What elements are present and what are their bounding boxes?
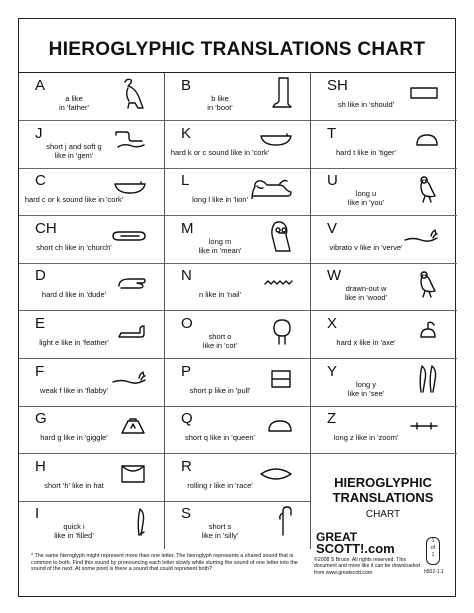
letter-label: M bbox=[181, 219, 194, 237]
pronunciation-text: long y like in 'see' bbox=[347, 379, 385, 398]
lasso-icon bbox=[271, 316, 293, 346]
letter-label: O bbox=[181, 315, 193, 332]
pronunciation-text: long z like in 'zoom' bbox=[333, 433, 399, 443]
vulture-icon bbox=[119, 76, 147, 110]
pronunciation-text: a like in 'father' bbox=[59, 94, 89, 112]
letter-label: K bbox=[181, 124, 192, 142]
letter-cell-t bbox=[311, 121, 457, 169]
quail-chick-icon bbox=[415, 172, 439, 204]
letter-label: L bbox=[181, 172, 190, 190]
page-cartouche: 1 of 1 bbox=[426, 537, 440, 565]
pronunciation-text: short q like in 'queen' bbox=[185, 433, 255, 443]
letter-cell-h bbox=[19, 454, 164, 502]
arm-icon bbox=[117, 323, 147, 339]
letter-label: V bbox=[327, 219, 338, 237]
column-2 bbox=[164, 73, 310, 549]
letter-cell-o bbox=[165, 311, 310, 359]
pronunciation-text: vibrato v like in 'verve' bbox=[329, 242, 403, 252]
letter-cell-sh bbox=[311, 73, 457, 121]
pronunciation-text: n like in 'nail' bbox=[198, 290, 242, 300]
quail-chick-icon bbox=[415, 267, 439, 299]
bread-icon bbox=[415, 133, 439, 147]
letter-cell-g bbox=[19, 406, 164, 454]
double-reed-icon bbox=[415, 362, 439, 394]
greatscott-logo bbox=[316, 531, 395, 555]
letter-cell-l bbox=[165, 168, 310, 216]
letter-cell-j bbox=[19, 121, 164, 169]
chart-sheet bbox=[18, 18, 456, 597]
letter-label: P bbox=[181, 362, 192, 380]
tether-icon bbox=[111, 230, 147, 242]
column-1 bbox=[19, 73, 164, 549]
letter-label: Z bbox=[327, 410, 337, 428]
pronunciation-text: short 'h' like in hat bbox=[44, 480, 104, 490]
cobra-icon bbox=[113, 129, 147, 151]
letter-label: SH bbox=[327, 77, 348, 94]
pronunciation-text: drawn-out w like in 'wood' bbox=[344, 284, 388, 303]
letter-label: G bbox=[35, 410, 47, 428]
basket-cloth-icon bbox=[417, 319, 439, 343]
letter-cell-y bbox=[311, 359, 457, 407]
letter-label: W bbox=[327, 267, 342, 285]
letter-cell-i bbox=[19, 501, 164, 549]
pronunciation-text: hard d like in 'dude' bbox=[41, 290, 107, 300]
letter-cell-z bbox=[311, 406, 457, 454]
chart-title-line-2: TRANSLATIONS bbox=[332, 490, 434, 505]
letter-label: T bbox=[327, 124, 337, 142]
pronunciation-text: weak f like in 'flabby' bbox=[40, 385, 108, 395]
letter-label: I bbox=[35, 505, 40, 523]
document-code: h502-1.1 bbox=[424, 569, 444, 575]
horned-viper-icon bbox=[111, 370, 147, 386]
pronunciation-text: hard c or k sound like in 'cork' bbox=[24, 195, 124, 205]
letter-label: F bbox=[35, 362, 45, 380]
letter-cell-p bbox=[165, 359, 310, 407]
pronunciation-text: hard t like in 'tiger' bbox=[336, 147, 396, 157]
letter-cell-x bbox=[311, 311, 457, 359]
pronunciation-text: short o like in 'cot' bbox=[202, 332, 238, 350]
pronunciation-text: short j and soft g like in 'gem' bbox=[46, 141, 102, 160]
page-title: HIEROGLYPHIC TRANSLATIONS CHART bbox=[48, 39, 426, 60]
reed-icon bbox=[133, 505, 147, 537]
letter-label: Q bbox=[181, 410, 193, 428]
hill-icon bbox=[267, 419, 293, 433]
basket-icon bbox=[113, 181, 147, 195]
chart-block-title bbox=[310, 475, 456, 505]
copyright-text: ©2008 S Bruce. All rights reserved. This document and more like it can be downloaded from www.greatscott.com bbox=[314, 557, 420, 576]
letter-label: J bbox=[35, 124, 43, 142]
pronunciation-text: long l like in 'lion' bbox=[192, 195, 248, 205]
letter-cell-n bbox=[165, 263, 310, 311]
water-icon bbox=[263, 278, 293, 288]
shelter-icon bbox=[119, 463, 147, 485]
pronunciation-text: short ch like in 'church' bbox=[36, 242, 112, 252]
logo-line-1: GREAT bbox=[316, 530, 358, 544]
letter-cell-a bbox=[19, 73, 164, 121]
pronunciation-text: sh like in 'should' bbox=[337, 100, 395, 109]
jar-stand-icon bbox=[119, 417, 147, 435]
letter-label: S bbox=[181, 505, 192, 523]
letter-label: N bbox=[181, 267, 192, 285]
letter-label: E bbox=[35, 315, 46, 332]
pool-icon bbox=[409, 85, 439, 101]
footnote: * The same hieroglyph might represent more than one letter. The hieroglyph represents a shared sound that is common to both. Find this sound by pronouncing each letter slowly while slurring the sound of one letter into the sound of the next. At some point is there a sound that could represent both? bbox=[31, 553, 298, 573]
letter-cell-b bbox=[165, 73, 310, 121]
pronunciation-text: hard g like in 'giggle' bbox=[40, 433, 108, 443]
chart-title-line-1: HIEROGLYPHIC bbox=[334, 475, 432, 490]
leg-icon bbox=[271, 76, 293, 110]
pronunciation-text: quick i like in 'filled' bbox=[54, 522, 94, 541]
letter-label: H bbox=[35, 457, 46, 475]
letter-cell-m bbox=[165, 216, 310, 264]
pronunciation-text: long m like in 'mean' bbox=[198, 236, 242, 255]
stool-icon bbox=[269, 367, 293, 389]
letter-cell-c bbox=[19, 168, 164, 216]
pronunciation-text: short s like in 'silly' bbox=[201, 522, 239, 541]
letter-cell-e bbox=[19, 311, 164, 359]
letter-label: B bbox=[181, 77, 192, 94]
horned-viper-icon bbox=[403, 228, 439, 244]
letter-cell-d bbox=[19, 263, 164, 311]
letter-cell-w bbox=[311, 263, 457, 311]
letter-label: R bbox=[181, 457, 192, 475]
letter-label: D bbox=[35, 267, 46, 285]
basket-icon bbox=[259, 133, 293, 147]
pronunciation-text: hard k or c sound like in 'cork' bbox=[170, 147, 270, 157]
letter-cell-r bbox=[165, 454, 310, 502]
logo-line-2: SCOTT!.com bbox=[316, 541, 395, 556]
pronunciation-text: b like in 'boot' bbox=[207, 94, 233, 112]
letter-cell-u bbox=[311, 168, 457, 216]
letter-label: CH bbox=[35, 219, 57, 237]
letter-label: Y bbox=[327, 362, 338, 380]
chart-block-subtitle: CHART bbox=[365, 509, 401, 520]
pronunciation-text: light e like in 'feather' bbox=[39, 338, 109, 347]
letter-cell-ch bbox=[19, 216, 164, 264]
letter-cell-f bbox=[19, 359, 164, 407]
hand-icon bbox=[117, 276, 147, 290]
cloth-icon bbox=[277, 505, 293, 537]
pronunciation-text: short p like in 'pull' bbox=[189, 385, 251, 395]
letter-label: X bbox=[327, 315, 338, 332]
bolt-icon bbox=[409, 420, 439, 432]
letter-label: A bbox=[35, 77, 46, 94]
pronunciation-text: long u like in 'you' bbox=[347, 189, 385, 208]
pronunciation-text: hard x like in 'axe' bbox=[336, 338, 396, 347]
chart-info-block bbox=[310, 457, 456, 597]
letter-cell-k bbox=[165, 121, 310, 169]
letter-cell-s bbox=[165, 501, 310, 549]
letter-label: U bbox=[327, 172, 338, 190]
owl-icon bbox=[267, 219, 293, 253]
letter-cell-q bbox=[165, 406, 310, 454]
letter-label: C bbox=[35, 172, 46, 190]
pronunciation-text: rolling r like in 'race' bbox=[187, 480, 253, 490]
letter-cell-v bbox=[311, 216, 457, 264]
mouth-icon bbox=[259, 467, 293, 481]
lion-icon bbox=[249, 177, 293, 199]
